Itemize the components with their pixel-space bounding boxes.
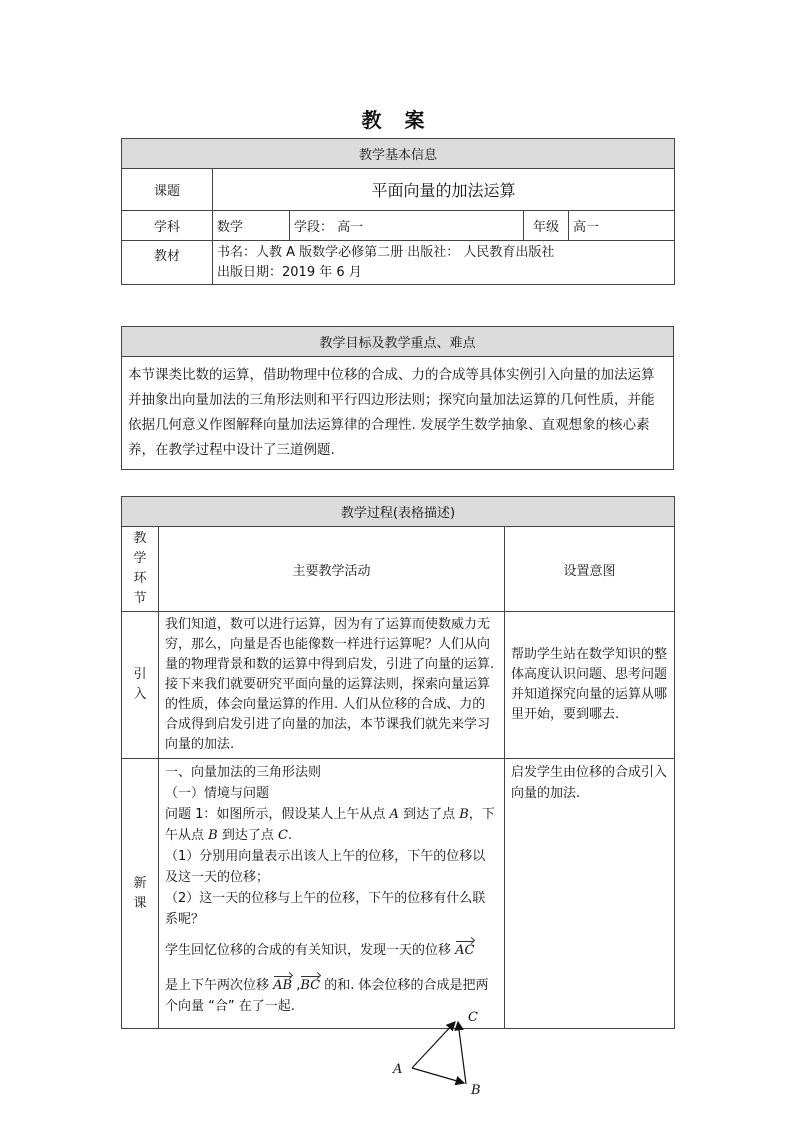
q1-text-a: 问题 1：如图所示，假设某人上午从点 xyxy=(165,807,390,822)
new-activity xyxy=(159,759,505,1029)
new-line-1: 一、向量加法的三角形法则 xyxy=(165,765,322,780)
material-line-2: 出版日期：2019 年 6 月 xyxy=(217,264,362,280)
line6-text: 学生回忆位移的合成的有关知识，发现一天的位移 xyxy=(165,943,456,958)
goals-text: 本节课类比数的运算，借助物理中位移的合成、力的合成等具体实例引入向量的加法运算并抽象出向量加法的三角形法则和平行四边形法则；探究向量加法运算的几何性质，并能依据几何意义作图解释向量加法运算律的合理性. 发展学生数学抽象、直观想象的核心素养，在教学过程中设计了三道例题. xyxy=(122,357,674,470)
q1-text-b: 到达了点 xyxy=(398,807,460,822)
stage-new: 新课 xyxy=(122,759,159,1029)
vector-ab: AB xyxy=(273,978,293,993)
basic-info-table xyxy=(121,138,675,285)
stage-text: 学段： 高一 xyxy=(290,211,524,241)
new-intent: 启发学生由位移的合成引入向量的加法. xyxy=(505,759,675,1029)
line7-comma: , xyxy=(292,978,301,993)
col-stage-header: 教学环节 xyxy=(122,527,159,612)
new-line-4: （1）分别用向量表示出该人上午的位移，下午的位移以及这一天的位移； xyxy=(165,849,486,885)
goals-header: 教学目标及教学重点、难点 xyxy=(122,327,674,357)
line7-text-a: 是上下午两次位移 xyxy=(165,978,274,993)
new-question-1 xyxy=(165,804,498,846)
q1-point-c: C xyxy=(277,828,288,843)
q1-point-b2: B xyxy=(208,828,218,843)
grade-value: 高一 xyxy=(569,211,675,241)
q1-text-d: 到达了点 xyxy=(217,828,278,843)
stage-intro: 引入 xyxy=(122,612,159,759)
intro-activity: 我们知道，数可以进行运算，因为有了运算而使数威力无穷，那么，向量是否也能像数一样进行运算呢？人们从向量的物理背景和数的运算中得到启发，引进了向量的运算. 接下来我们就要研究平面向量的运算法则，探索向量运算的性质，体会向量运算的作用. 人们从位移的合成、力的合成得到启发引进了向量的加法，本节课我们就先来学习向量的加法. xyxy=(159,612,505,759)
goals-table xyxy=(121,326,674,470)
subject-label: 学科 xyxy=(122,211,213,241)
figure-point-c: C xyxy=(468,1010,478,1025)
new-line-6 xyxy=(165,940,498,961)
material-label: 教材 xyxy=(122,241,213,285)
col-intent-header: 设置意图 xyxy=(505,527,675,612)
topic-value: 平面向量的加法运算 xyxy=(213,169,675,211)
figure-point-b: B xyxy=(471,1083,481,1098)
col-activity-header: 主要教学活动 xyxy=(159,527,505,612)
process-table xyxy=(121,496,675,1029)
vector-ac-arrow xyxy=(412,1022,455,1068)
material-info xyxy=(213,241,675,285)
q1-text-c: ，下午从点 xyxy=(165,807,495,843)
page-title: 教 案 xyxy=(361,108,433,132)
new-line-2: （一）情境与问题 xyxy=(165,786,270,801)
basic-info-header: 教学基本信息 xyxy=(122,139,675,169)
intro-intent: 帮助学生站在数学知识的整体高度认识问题、思考问题并知道探究向量的运算从哪里开始，要到哪去. xyxy=(505,612,675,759)
grade-label: 年级 xyxy=(524,211,569,241)
q1-point-b: B xyxy=(459,807,469,822)
vector-bc: BC xyxy=(300,978,321,993)
topic-label: 课题 xyxy=(122,169,213,211)
vector-ab-arrow xyxy=(412,1068,464,1083)
vector-ac: AC xyxy=(455,943,475,958)
vector-bc-arrow xyxy=(458,1022,466,1084)
subject-value: 数学 xyxy=(213,211,290,241)
new-line-5: （2）这一天的位移与上午的位移，下午的位移有什么联系呢？ xyxy=(165,891,486,927)
displacement-triangle-figure xyxy=(380,1008,520,1108)
figure-point-a: A xyxy=(393,1062,403,1077)
process-header: 教学过程(表格描述) xyxy=(122,497,675,527)
material-line-1: 书名：人教 A 版数学必修第二册 出版社： 人民教育出版社 xyxy=(217,244,555,260)
q1-text-e: . xyxy=(287,828,293,843)
line7-text-b: 的和. 体会位移的合成是把两个向量 “合” 在了一起. xyxy=(165,978,489,1014)
q1-point-a: A xyxy=(389,807,399,822)
